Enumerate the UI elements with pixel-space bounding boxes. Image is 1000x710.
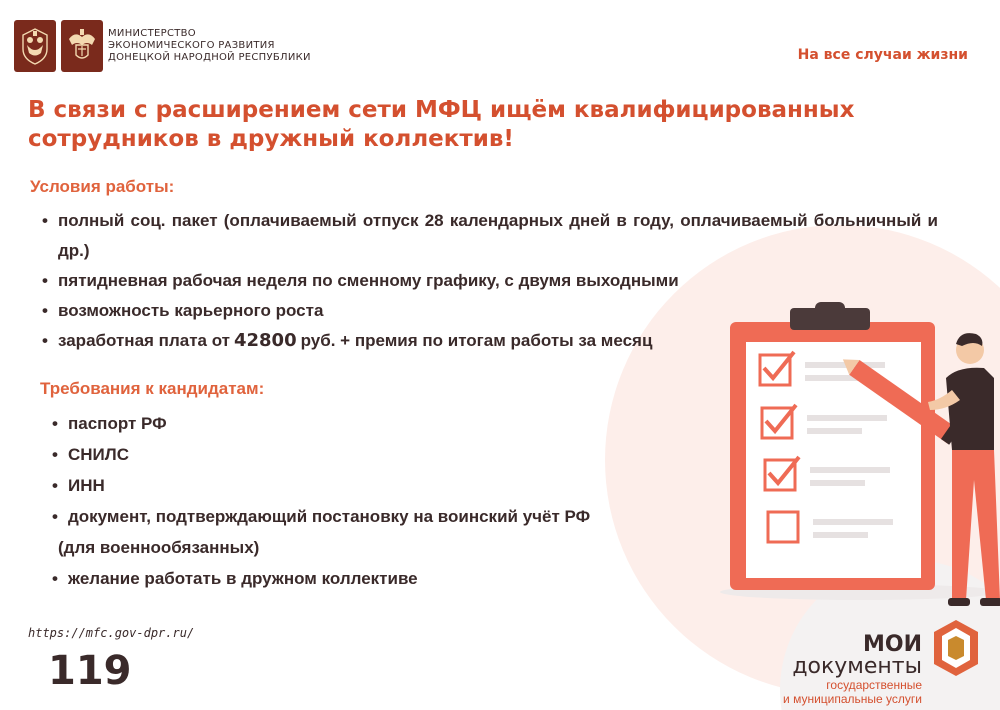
salary-suffix: руб. + премия по итогам работы за месяц — [300, 331, 653, 350]
requirements-list — [48, 408, 698, 594]
ministry-line: ЭКОНОМИЧЕСКОГО РАЗВИТИЯ — [108, 40, 275, 51]
brand-sub2: и муниципальные услуги — [783, 692, 922, 706]
coat-of-arms-icon — [61, 20, 103, 72]
ministry-line: ДОНЕЦКОЙ НАРОДНОЙ РЕСПУБЛИКИ — [108, 52, 311, 63]
conditions-title: Условия работы: — [30, 177, 175, 196]
ministry-name — [108, 28, 311, 64]
list-item: • желание работать в дружном коллективе — [48, 563, 698, 594]
salary-prefix: заработная плата от — [58, 331, 230, 350]
list-item: • возможность карьерного роста — [38, 296, 938, 326]
slogan: На все случаи жизни — [797, 47, 968, 63]
list-item: • полный соц. пакет (оплачиваемый отпуск 28 календарных дней в году, оплачиваемый больничный и др.) — [38, 206, 938, 266]
military-doc-label: документ, подтверждающий постановку на воинский учёт РФ — [68, 507, 591, 526]
list-item: • ИНН — [48, 470, 698, 501]
headline-line: В связи с расширением сети МФЦ ищём квалифицированных — [28, 97, 855, 123]
list-item: • пятидневная рабочая неделя по сменному графику, с двумя выходными — [38, 266, 938, 296]
moi-dokumenty-logo — [930, 618, 982, 684]
page-headline — [28, 96, 928, 154]
website-url: https://mfc.gov-dpr.ru/ — [28, 626, 195, 640]
list-item: • СНИЛС — [48, 439, 698, 470]
salary-amount: 42800 — [233, 330, 297, 351]
headline-line: сотрудников в дружный коллектив! — [28, 126, 514, 152]
list-item: • паспорт РФ — [48, 408, 698, 439]
page-number: 119 — [48, 648, 132, 694]
list-item — [48, 501, 698, 563]
ministry-line: МИНИСТЕРСТВО — [108, 28, 196, 39]
brand-sub1: государственные — [826, 678, 922, 692]
clipboard-checklist-illustration — [690, 300, 1000, 610]
brand-line2: документы — [792, 654, 922, 679]
military-note: (для военнообязанных) — [58, 538, 260, 557]
brand-line1: МОИ — [862, 632, 922, 657]
coat-of-arms-icon — [14, 20, 56, 72]
requirements-title: Требования к кандидатам: — [40, 379, 265, 398]
brand-block — [783, 634, 922, 706]
